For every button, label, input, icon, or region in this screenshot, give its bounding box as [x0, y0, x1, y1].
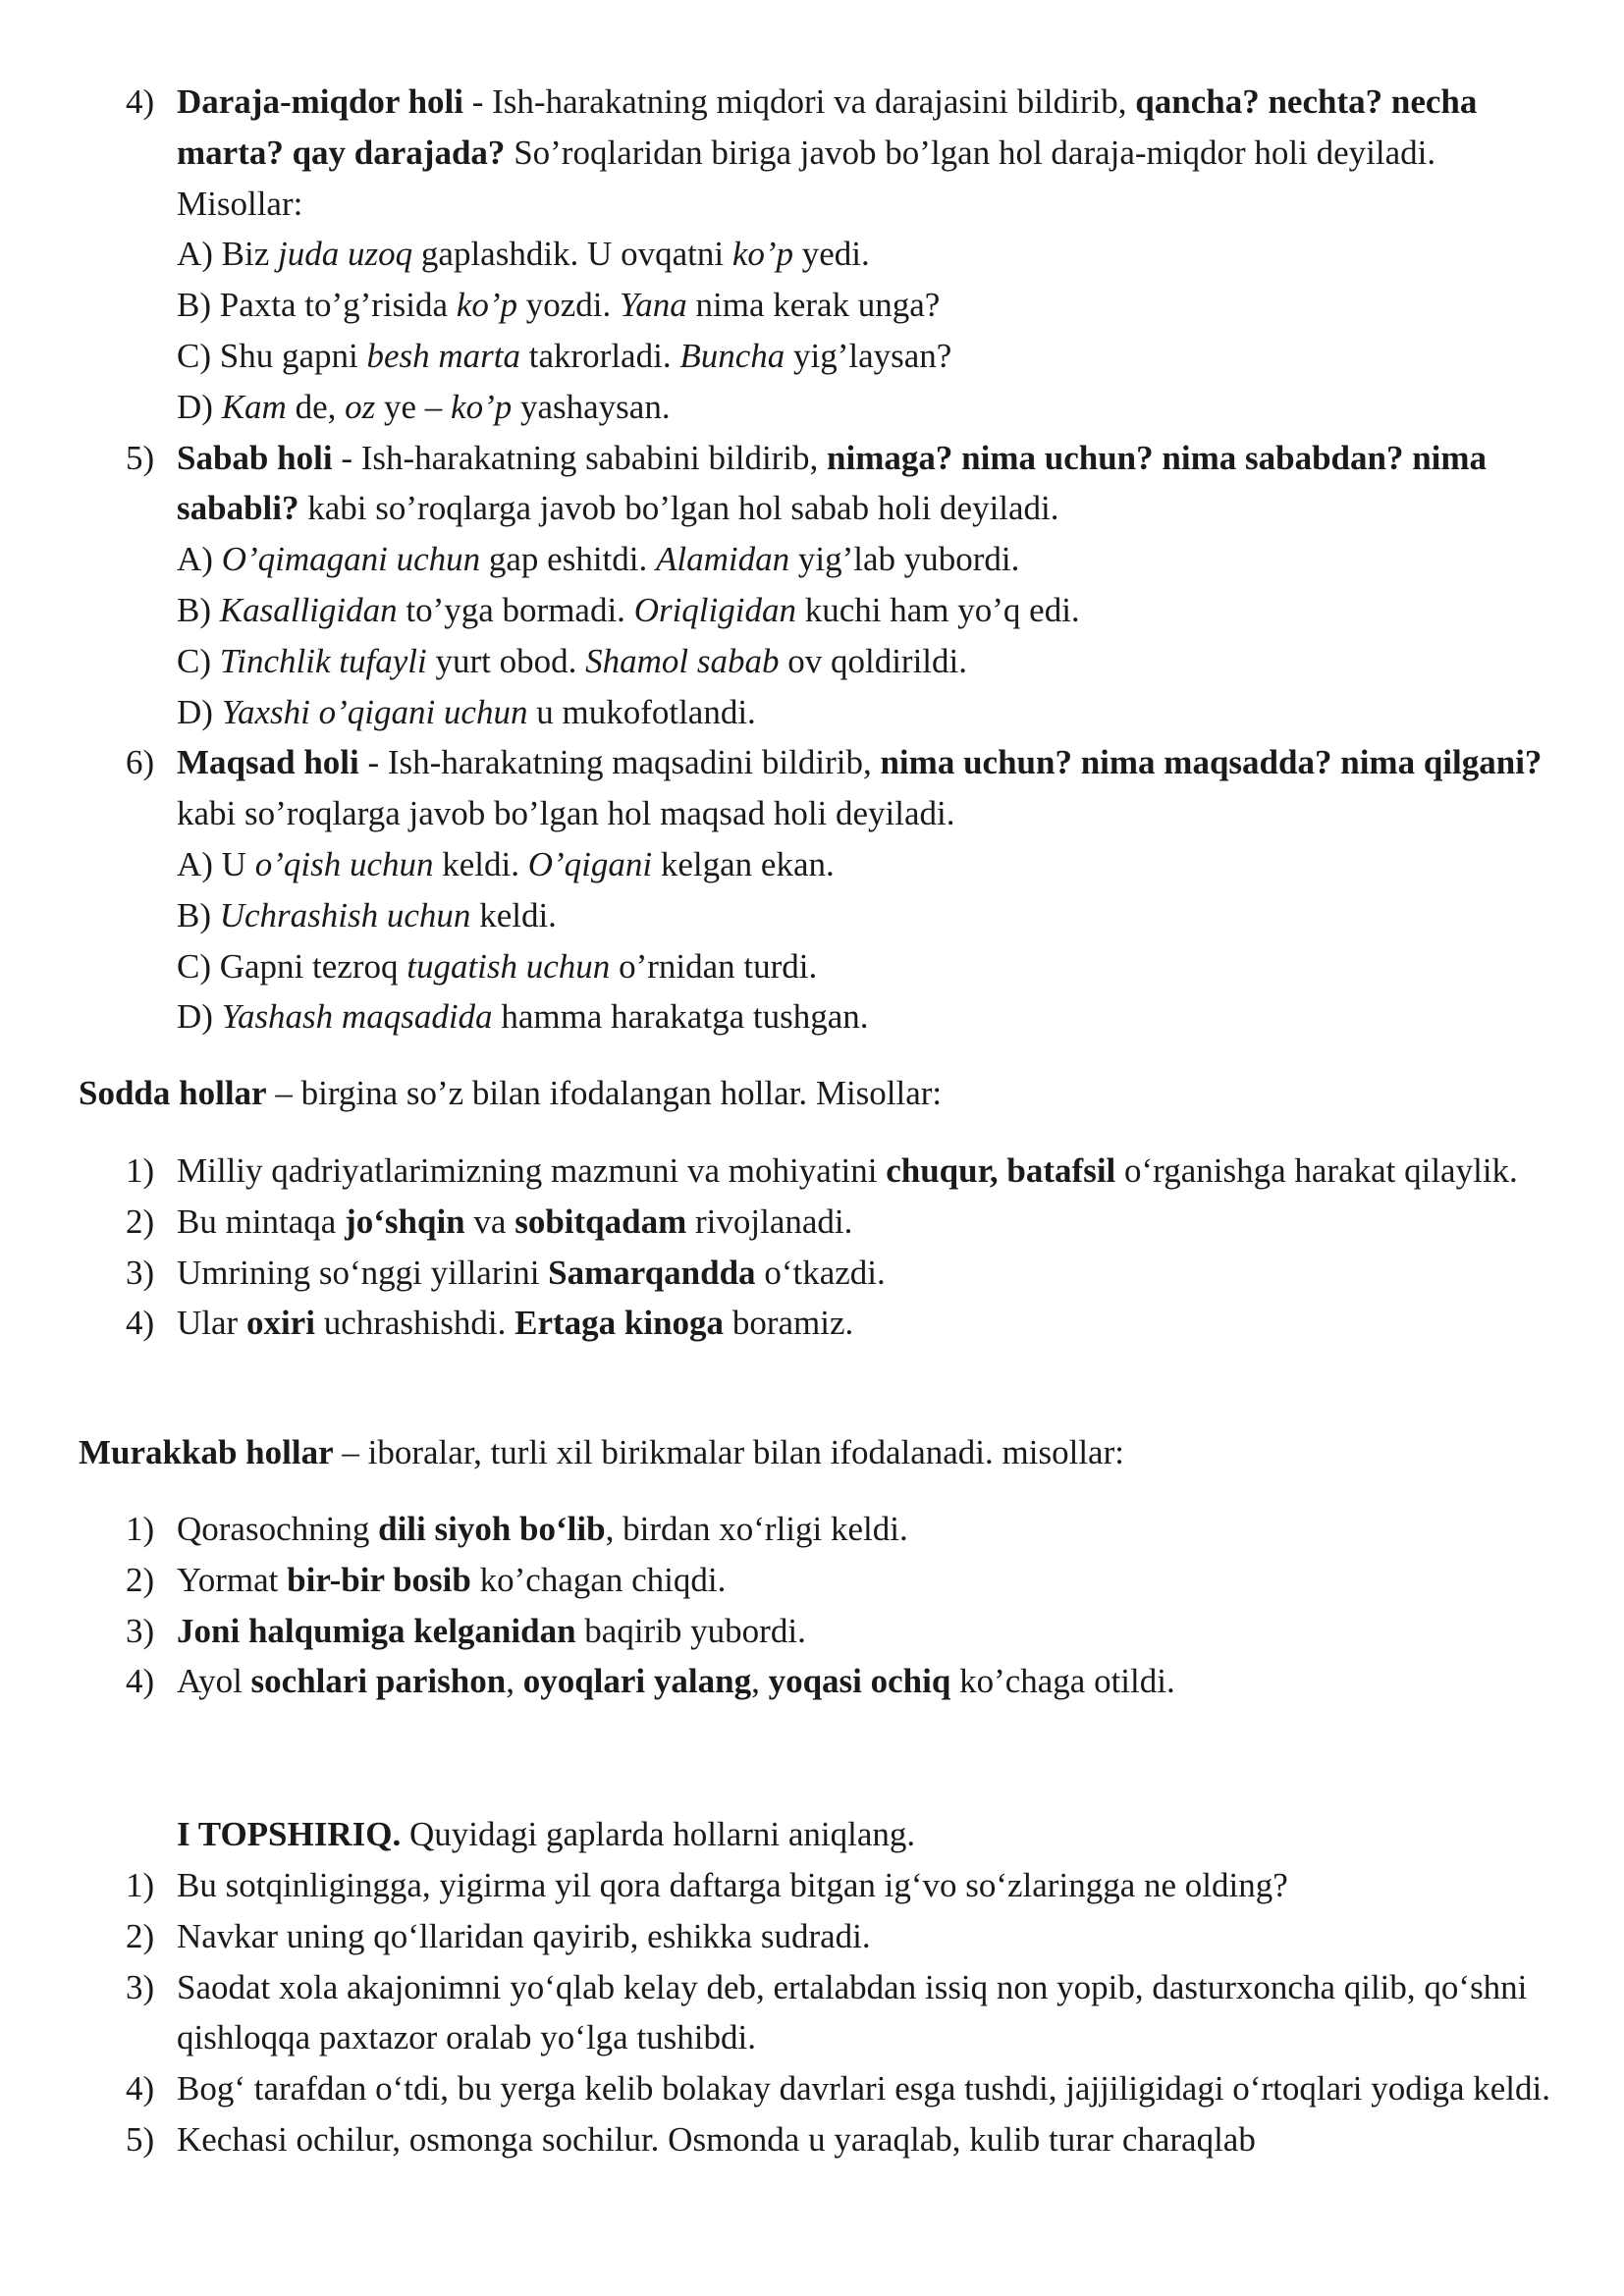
text-run: Bu mintaqa	[177, 1201, 346, 1241]
italic-text-run: Shamol sabab	[585, 641, 780, 680]
text-run: yozdi.	[517, 286, 621, 325]
text-run: - Ish-harakatning miqdori va darajasini bildirib,	[463, 82, 1136, 121]
italic-text-run: oz	[345, 387, 376, 426]
item-text	[177, 2063, 1551, 2114]
example-option	[177, 331, 1551, 382]
text-run: uchrashishdi.	[314, 1304, 515, 1343]
text-run: takrorladi.	[520, 336, 680, 375]
text-run: yig’laysan?	[785, 336, 952, 375]
text-run: va	[464, 1201, 515, 1241]
bold-text-run: Ertaga kinoga	[514, 1304, 725, 1343]
list-number: 3)	[126, 1967, 155, 2006]
text-run: o‘rganishga harakat qilaylik.	[1115, 1151, 1518, 1190]
text-run: Navkar uning qo‘llaridan qayirib, eshikka sudradi.	[177, 1916, 871, 1955]
list-item	[0, 1146, 1551, 1197]
list-item	[0, 1504, 1551, 1555]
text-run: - Ish-harakatning maqsadini bildirib,	[358, 743, 881, 782]
item-text	[177, 1911, 1551, 1962]
example-option	[177, 991, 1551, 1042]
item-text	[177, 1146, 1551, 1197]
text-run: - Ish-harakatning sababini bildirib,	[332, 438, 828, 477]
text-run: So’roqlaridan biriga javob bo’lgan hol daraja-miqdor holi deyiladi. Misollar:	[177, 133, 1436, 223]
text-run: ,	[751, 1662, 769, 1701]
list-item	[0, 77, 1551, 433]
bold-text-run: oyoqlari yalang	[522, 1662, 752, 1701]
bold-text-run: nimaga? nima uchun? nima sababdan? nima sababli?	[177, 438, 1488, 528]
bold-text-run: Sodda hollar	[79, 1074, 267, 1112]
item-text	[177, 1656, 1551, 1707]
italic-text-run: o’qish uchun	[254, 844, 434, 883]
list-item	[0, 2114, 1551, 2165]
text-run: baqirib yubordi.	[575, 1611, 806, 1650]
italic-text-run: Uchrashish uchun	[219, 895, 471, 934]
adverbial-types-list	[0, 77, 1624, 1042]
list-item	[0, 1555, 1551, 1606]
text-run: C)	[177, 641, 220, 680]
list-number: 3)	[126, 1253, 155, 1292]
text-run: C) Gapni tezroq	[177, 946, 407, 986]
bold-text-run: bir-bir bosib	[287, 1560, 471, 1599]
text-run: D)	[177, 387, 222, 426]
definition-text	[177, 737, 1551, 839]
list-number: 1)	[126, 1151, 155, 1190]
list-item	[0, 2063, 1551, 2114]
item-text	[177, 1606, 1551, 1657]
bold-text-run: jo‘shqin	[345, 1201, 465, 1241]
text-run: u mukofotlandi.	[527, 692, 756, 731]
list-number: 5)	[126, 2119, 155, 2159]
example-option	[177, 585, 1551, 636]
italic-text-run: Oriqligidan	[633, 590, 796, 629]
italic-text-run: Buncha	[679, 336, 785, 375]
item-text	[177, 1298, 1551, 1349]
task-heading	[177, 1809, 1624, 1860]
text-run: Umrining so‘nggi yillarini	[177, 1253, 549, 1292]
list-number: 6)	[126, 743, 155, 782]
item-text	[177, 2114, 1551, 2165]
text-run: Milliy qadriyatlarimizning mazmuni va mohiyatini	[177, 1151, 887, 1190]
text-run: Qorasochning	[177, 1510, 379, 1548]
italic-text-run: Kasalligidan	[219, 590, 398, 629]
italic-text-run: juda uzoq	[278, 235, 413, 274]
text-run: yig’lab yubordi.	[789, 540, 1020, 579]
list-number: 5)	[126, 438, 155, 477]
italic-text-run: tugatish uchun	[406, 946, 611, 986]
sodda-hollar-list	[0, 1146, 1624, 1349]
text-run: nima kerak unga?	[686, 286, 941, 325]
italic-text-run: Yaxshi o’qigani uchun	[221, 692, 528, 731]
list-item	[0, 433, 1551, 738]
text-run: yedi.	[793, 235, 870, 274]
definition-text	[177, 433, 1551, 535]
italic-text-run: Alamidan	[656, 540, 790, 579]
definition-text	[177, 77, 1551, 229]
list-number: 2)	[126, 1201, 155, 1241]
text-run: Kechasi ochilur, osmonga sochilur. Osmonda u yaraqlab, kulib turar charaqlab	[177, 2119, 1256, 2159]
text-run: gap eshitdi.	[480, 540, 657, 579]
task-list	[0, 1860, 1624, 2165]
text-run: gaplashdik. U ovqatni	[412, 235, 732, 274]
text-run: yurt obod.	[426, 641, 586, 680]
text-run: kuchi ham yo’q edi.	[795, 590, 1080, 629]
list-item	[0, 1197, 1551, 1248]
text-run: Bu sotqinligingga, yigirma yil qora daftarga bitgan ig‘vo so‘zlaringga ne olding?	[177, 1866, 1288, 1904]
item-text	[177, 1248, 1551, 1299]
example-option	[177, 890, 1551, 941]
text-run: de,	[286, 387, 346, 426]
list-number: 2)	[126, 1916, 155, 1955]
text-run: keldi.	[433, 844, 528, 883]
text-run: keldi.	[470, 895, 557, 934]
list-number: 4)	[126, 1662, 155, 1701]
item-text	[177, 1504, 1551, 1555]
text-run: o’rnidan turdi.	[610, 946, 818, 986]
text-run: – birgina so’z bilan ifodalangan hollar. Misollar:	[266, 1074, 943, 1112]
text-run: ,	[506, 1662, 523, 1701]
italic-text-run: Yashash maqsadida	[221, 997, 493, 1037]
list-item	[0, 1656, 1551, 1707]
italic-text-run: Kam	[221, 387, 287, 426]
bold-text-run: Sabab holi	[177, 438, 333, 477]
italic-text-run: O’qigani	[527, 844, 653, 883]
list-number: 3)	[126, 1611, 155, 1650]
text-run: ko’chaga otildi.	[950, 1662, 1175, 1701]
bold-text-run: Murakkab hollar	[79, 1433, 334, 1471]
italic-text-run: besh marta	[366, 336, 521, 375]
text-run: A)	[177, 540, 222, 579]
text-run: Yormat	[177, 1560, 288, 1599]
bold-text-run: qancha? nechta? necha marta? qay darajada?	[177, 82, 1478, 172]
item-text	[177, 1555, 1551, 1606]
list-number: 4)	[126, 82, 155, 121]
text-run: boramiz.	[724, 1304, 854, 1343]
item-text	[177, 1962, 1551, 2064]
italic-text-run: O’qimagani uchun	[221, 540, 481, 579]
list-number: 1)	[126, 1866, 155, 1904]
murakkab-hollar-heading	[79, 1427, 1551, 1478]
text-run: Ayol	[177, 1662, 251, 1701]
list-number: 1)	[126, 1510, 155, 1548]
text-run: Quyidagi gaplarda hollarni aniqlang.	[401, 1815, 916, 1853]
list-number: 4)	[126, 1304, 155, 1343]
bold-text-run: oxiri	[245, 1304, 315, 1343]
list-item	[0, 1248, 1551, 1299]
italic-text-run: ko’p	[731, 235, 794, 274]
bold-text-run: Samarqandda	[548, 1253, 756, 1292]
italic-text-run: Yana	[620, 286, 687, 325]
example-option	[177, 687, 1551, 738]
text-run: A) Biz	[177, 235, 279, 274]
example-option	[177, 229, 1551, 280]
text-run: o‘tkazdi.	[755, 1253, 886, 1292]
bold-text-run: yoqasi ochiq	[768, 1662, 951, 1701]
text-run: yashaysan.	[512, 387, 671, 426]
bold-text-run: Joni halqumiga kelganidan	[177, 1611, 576, 1650]
example-option	[177, 839, 1551, 890]
text-run: B)	[177, 895, 220, 934]
list-item	[0, 737, 1551, 1042]
example-option	[177, 941, 1551, 992]
text-run: – iboralar, turli xil birikmalar bilan ifodalanadi. misollar:	[333, 1433, 1124, 1471]
list-item	[0, 1860, 1551, 1911]
text-run: Bog‘ tarafdan o‘tdi, bu yerga kelib bolakay davrlari esga tushdi, jajjiligidagi o‘rtoqlari yodiga keldi.	[177, 2069, 1550, 2109]
text-run: kabi so’roqlarga javob bo’lgan hol maqsad holi deyiladi.	[177, 794, 955, 833]
list-item	[0, 1911, 1551, 1962]
list-item	[0, 1298, 1551, 1349]
bold-text-run: nima uchun? nima maqsadda? nima qilgani?	[880, 743, 1543, 782]
text-run: kelgan ekan.	[652, 844, 835, 883]
text-run: ye –	[375, 387, 452, 426]
text-run: hamma harakatga tushgan.	[492, 997, 869, 1037]
bold-text-run: I TOPSHIRIQ.	[177, 1815, 402, 1853]
sodda-hollar-heading	[79, 1068, 1551, 1119]
text-run: to’yga bormadi.	[397, 590, 634, 629]
italic-text-run: ko’p	[451, 387, 513, 426]
list-number: 2)	[126, 1560, 155, 1599]
example-option	[177, 636, 1551, 687]
bold-text-run: Daraja-miqdor holi	[177, 82, 463, 121]
item-text	[177, 1197, 1551, 1248]
bold-text-run: chuqur, batafsil	[886, 1151, 1116, 1190]
text-run: D)	[177, 692, 222, 731]
text-run: C) Shu gapni	[177, 336, 367, 375]
example-option	[177, 534, 1551, 585]
bold-text-run: Maqsad holi	[177, 743, 359, 782]
text-run: B)	[177, 590, 220, 629]
text-run: D)	[177, 997, 222, 1037]
list-number: 4)	[126, 2069, 155, 2109]
text-run: rivojlanadi.	[686, 1201, 853, 1241]
text-run: kabi so’roqlarga javob bo’lgan hol sabab holi deyiladi.	[298, 489, 1059, 528]
example-option	[177, 280, 1551, 331]
text-run: ov qoldirildi.	[779, 641, 968, 680]
murakkab-hollar-list	[0, 1504, 1624, 1707]
text-run: A) U	[177, 844, 255, 883]
text-run: Ular	[177, 1304, 246, 1343]
text-run: , birdan xo‘rligi keldi.	[605, 1510, 908, 1548]
italic-text-run: Tinchlik tufayli	[219, 641, 427, 680]
list-item	[0, 1962, 1551, 2064]
text-run: Saodat xola akajonimni yo‘qlab kelay deb, ertalabdan issiq non yopib, dasturxoncha qilib, qo‘shni qishloqqa paxtazor oralab yo‘lga tushibdi.	[177, 1967, 1528, 2057]
bold-text-run: dili siyoh bo‘lib	[378, 1510, 606, 1548]
bold-text-run: sobitqadam	[514, 1201, 687, 1241]
example-option	[177, 382, 1551, 433]
bold-text-run: sochlari parishon	[250, 1662, 507, 1701]
text-run: ko’chagan chiqdi.	[470, 1560, 727, 1599]
list-item	[0, 1606, 1551, 1657]
italic-text-run: ko’p	[456, 286, 518, 325]
text-run: B) Paxta to’g’risida	[177, 286, 457, 325]
item-text	[177, 1860, 1551, 1911]
